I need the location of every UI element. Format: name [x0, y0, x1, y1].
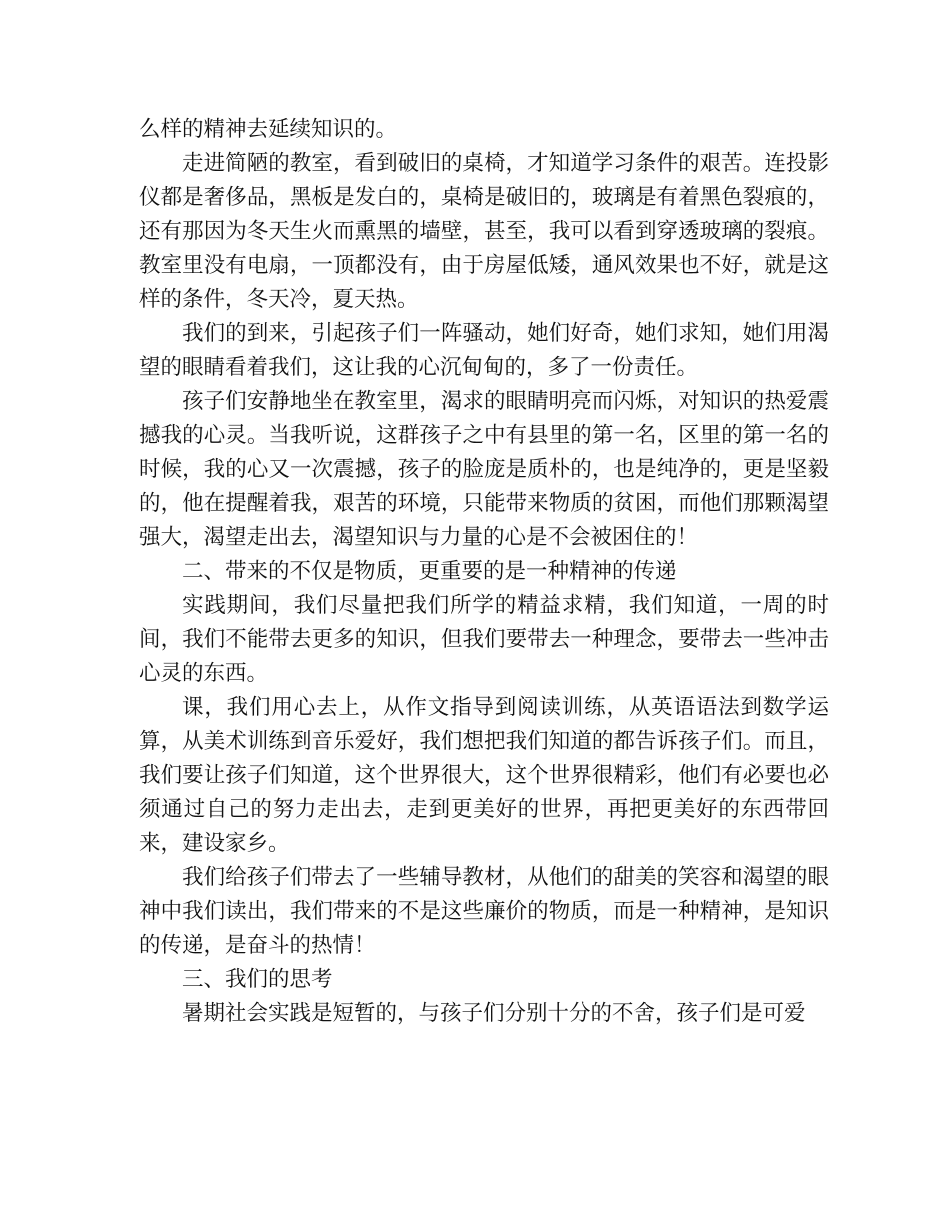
paragraph-lessons: 课，我们用心去上，从作文指导到阅读训练，从英语语法到数学运算，从美术训练到音乐爱好，我们想把我们知道的都告诉孩子们。而且，我们要让孩子们知道，这个世界很大，这个世界很精彩，他们有必要也必须通过自己的努力走出去，走到更美好的世界，再把更美好的东西带回来，建设家乡。	[139, 695, 829, 856]
paragraph-materials: 我们给孩子们带去了一些辅导教材，从他们的甜美的笑容和渴望的眼神中我们读出，我们带来的不是这些廉价的物质，而是一种精神，是知识的传递，是奋斗的热情！	[139, 865, 829, 958]
paragraph-continuation: 么样的精神去延续知识的。	[139, 117, 398, 142]
section-heading-two: 二、带来的不仅是物质，更重要的是一种精神的传递	[182, 559, 677, 584]
paragraph-classroom: 走进简陋的教室，看到破旧的桌椅，才知道学习条件的艰苦。连投影仪都是奢侈品，黑板是发白的，桌椅是破旧的，玻璃是有着黑色裂痕的，还有那因为冬天生火而熏黑的墙壁，甚至，我可以看到穿透玻璃的裂痕。教室里没有电扇，一顶都没有，由于房屋低矮，通风效果也不好，就是这样的条件，冬天冷，夏天热。	[139, 151, 829, 312]
paragraph-arrival: 我们的到来，引起孩子们一阵骚动，她们好奇，她们求知，她们用渴望的眼睛看着我们，这让我的心沉甸甸的，多了一份责任。	[139, 321, 829, 380]
document-body	[139, 113, 829, 1031]
paragraph-practice: 实践期间，我们尽量把我们所学的精益求精，我们知道，一周的时间，我们不能带去更多的知识，但我们要带去一种理念，要带去一些冲击心灵的东西。	[139, 593, 829, 686]
section-heading-three: 三、我们的思考	[182, 967, 333, 992]
paragraph-children: 孩子们安静地坐在教室里，渴求的眼睛明亮而闪烁，对知识的热爱震撼我的心灵。当我听说，这群孩子之中有县里的第一名，区里的第一名的时候，我的心又一次震撼，孩子的脸庞是质朴的，也是纯净的，更是坚毅的，他在提醒着我，艰苦的环境，只能带来物质的贫困，而他们那颗渴望强大，渴望走出去，渴望知识与力量的心是不会被困住的！	[139, 389, 829, 550]
paragraph-reflection: 暑期社会实践是短暂的，与孩子们分别十分的不舍，孩子们是可爱	[182, 1001, 806, 1026]
